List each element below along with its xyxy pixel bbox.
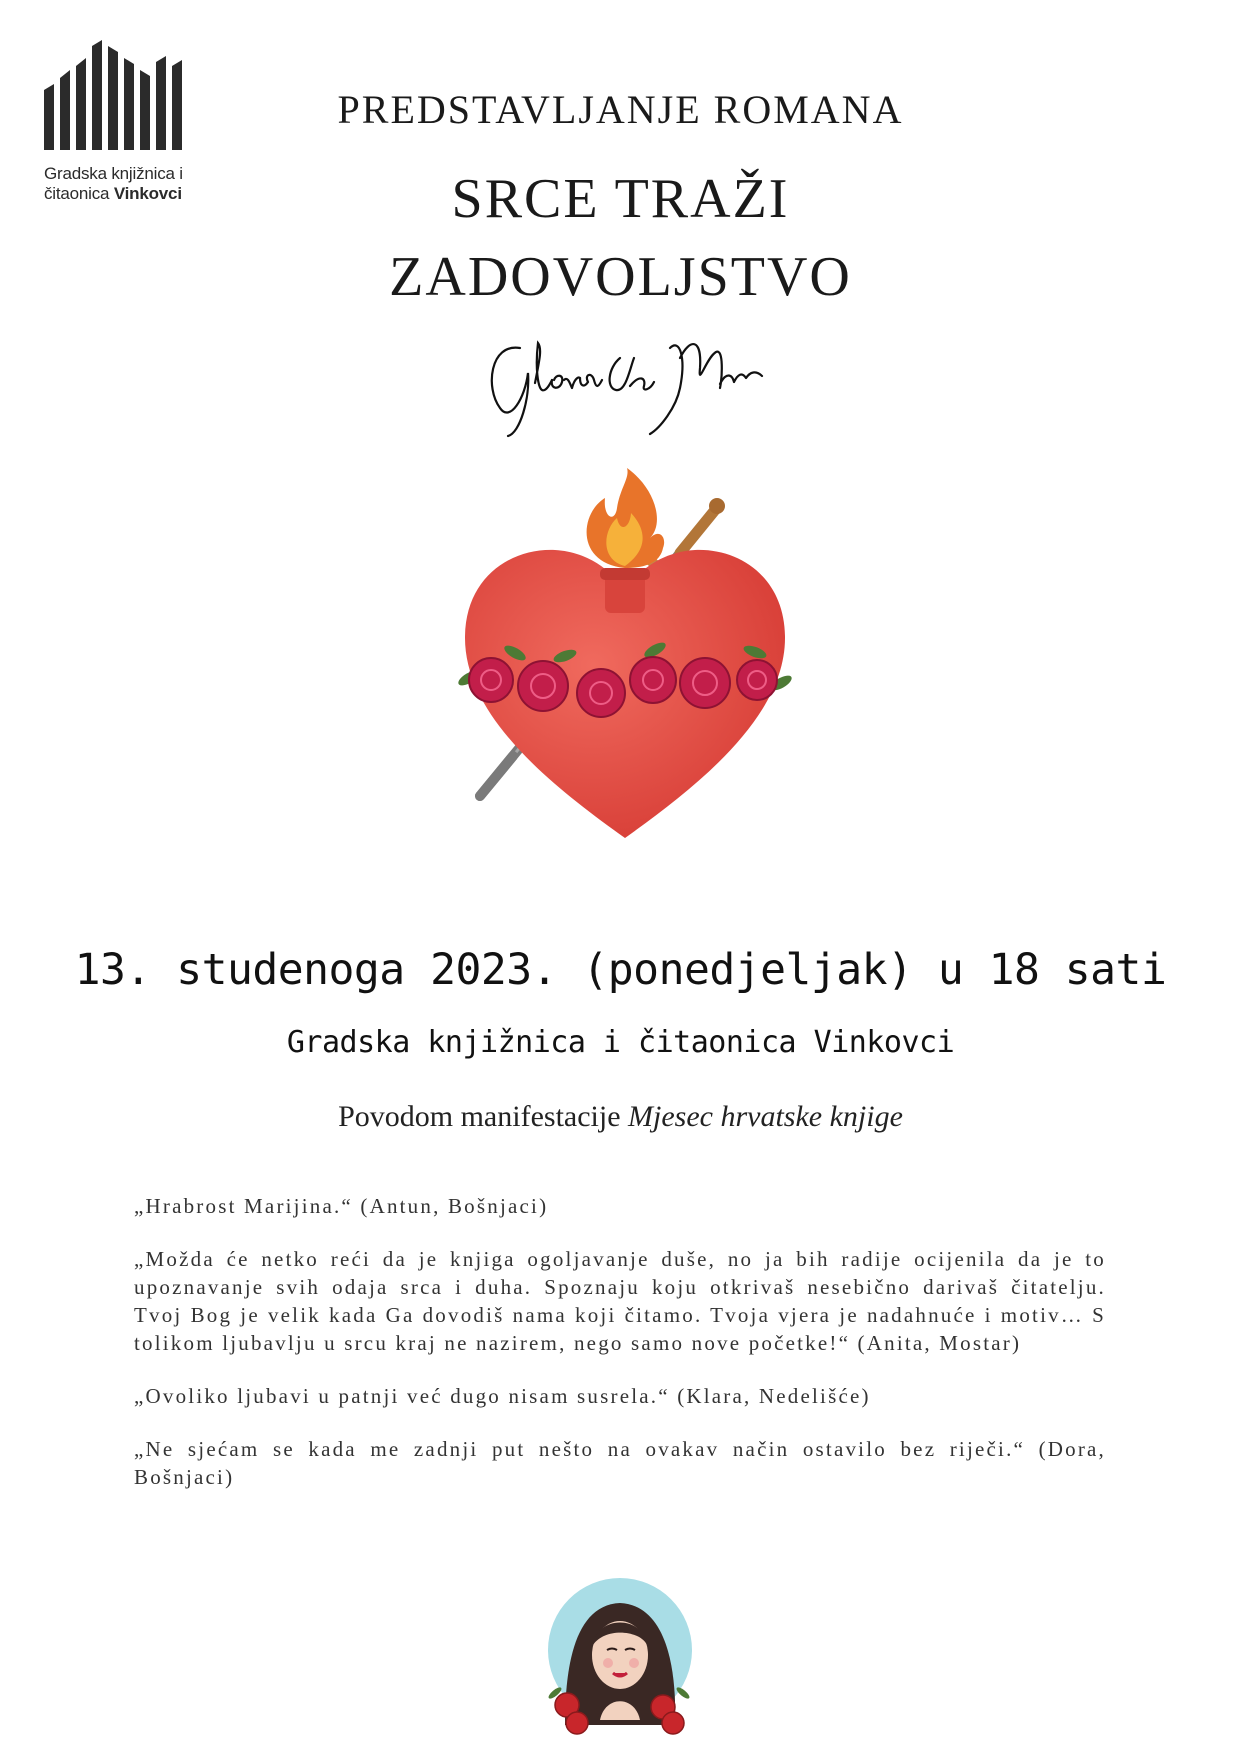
quote-2: „Možda će netko reći da je knjiga ogoljavanje duše, no ja bih radije ocijenila da je to upoznavanje svih odaja srca i duha. Spoznaju koju otkrivaš nesebično darivaš čitatelju. Tvoj Bog je velik kada Ga dovodiš nama koji čitamo. Tvoja vjera je nadahnuće i motiv… S tolikom ljubavlju u srcu kraj ne nazirem, nego samo nove početke!“ (Anita, Mostar) [134, 1247, 1106, 1355]
pretitle: PREDSTAVLJANJE ROMANA [337, 87, 904, 132]
author-portrait [545, 1575, 695, 1735]
flame-icon [587, 468, 665, 568]
occasion-prefix: Povodom manifestacije [338, 1100, 629, 1133]
event-venue: Gradska knjižnica i čitaonica Vinkovci [286, 1025, 955, 1060]
occasion-name: Mjesec hrvatske knjige [628, 1100, 903, 1133]
event-occasion [0, 1100, 1241, 1134]
logo-line-2-regular: čitaonica [44, 184, 114, 203]
reader-quotes [134, 1192, 1106, 1516]
book-title-line-2: ZADOVOLJSTVO [389, 246, 852, 308]
quote-1: „Hrabrost Marijina.“ (Antun, Bošnjaci) [134, 1194, 549, 1218]
book-title [0, 160, 1241, 316]
author-signature [480, 328, 780, 438]
event-datetime: 13. studenoga 2023. (ponedjeljak) u 18 sati [74, 945, 1167, 995]
logo-line-1: Gradska knjižnica i [44, 164, 183, 183]
quote-3: „Ovoliko ljubavi u patnji već dugo nisam susrela.“ (Klara, Nedelišće) [134, 1384, 871, 1408]
quote-4: „Ne sjećam se kada me zadnji put nešto na ovakav način ostavilo bez riječi.“ (Dora, Bošnjaci) [134, 1437, 1106, 1489]
logo-line-2-bold: Vinkovci [113, 184, 182, 203]
sacred-heart-illustration [455, 468, 795, 868]
book-title-line-1: SRCE TRAŽI [451, 168, 790, 230]
